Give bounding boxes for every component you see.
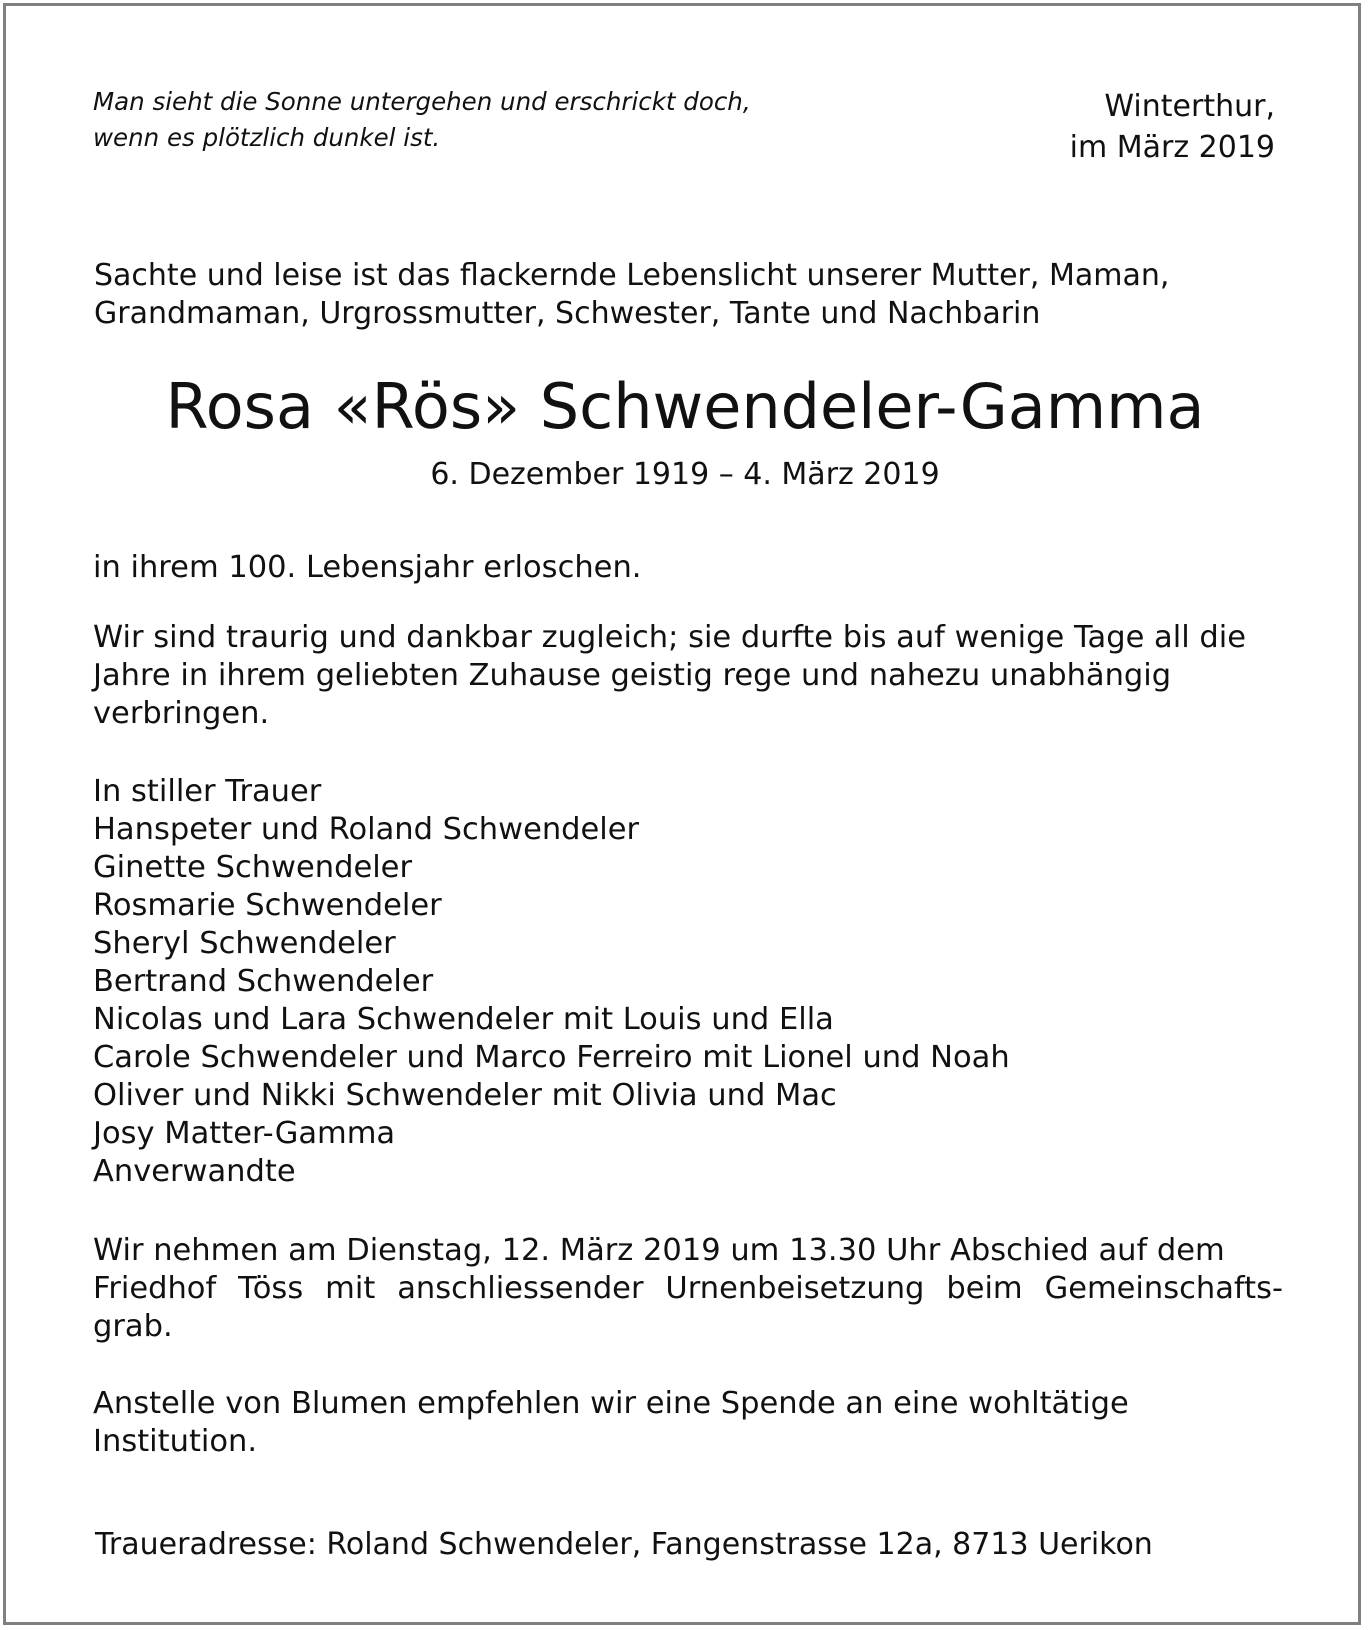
mourner-name: Carole Schwendeler und Marco Ferreiro mit Lionel und Noah (93, 1040, 1010, 1075)
motto-line: wenn es plötzlich dunkel ist. (93, 123, 441, 152)
farewell-word: Urnenbeisetzung (665, 1271, 925, 1306)
farewell-word: beim (946, 1271, 1023, 1306)
paragraph-lifespan: in ihrem 100. Lebensjahr erloschen. (93, 550, 642, 585)
mourner-name: Hanspeter und Roland Schwendeler (93, 812, 640, 847)
farewell-line: grab. (93, 1309, 173, 1344)
mourner-name: Rosmarie Schwendeler (93, 888, 442, 923)
date-line: im März 2019 (1069, 130, 1275, 165)
mourner-name: Josy Matter-Gamma (93, 1116, 396, 1151)
place-date (1070, 86, 1275, 168)
motto-line: Man sieht die Sonne untergehen und erschrickt doch, (93, 87, 751, 116)
place-line: Winterthur, (1104, 89, 1275, 124)
mourner-name: Oliver und Nikki Schwendeler mit Olivia und Mac (93, 1078, 837, 1113)
paragraph-gratitude (93, 619, 1246, 733)
farewell-justified-line (93, 1270, 1283, 1308)
farewell-line: Wir nehmen am Dienstag, 12. März 2019 um 13.30 Uhr Abschied auf dem (93, 1233, 1225, 1268)
donation-line: Institution. (93, 1424, 258, 1459)
mourners-heading: In stiller Trauer (93, 774, 322, 809)
farewell-word: Friedhof (93, 1271, 217, 1306)
mourners-list (93, 773, 1010, 1191)
intro-line: Grandmaman, Urgrossmutter, Schwester, Tante und Nachbarin (94, 296, 1041, 331)
farewell-word: mit (325, 1271, 376, 1306)
life-dates: 6. Dezember 1919 – 4. März 2019 (430, 457, 940, 492)
mourner-name: Ginette Schwendeler (93, 850, 412, 885)
paragraph-line: Wir sind traurig und dankbar zugleich; sie durfte bis auf wenige Tage all die (93, 620, 1246, 655)
donation-line: Anstelle von Blumen empfehlen wir eine Spende an eine wohltätige (93, 1386, 1129, 1421)
farewell-word: Töss (238, 1271, 304, 1306)
paragraph-line: verbringen. (93, 696, 270, 731)
farewell-word: anschliessender (397, 1271, 644, 1306)
mourning-address: Traueradresse: Roland Schwendeler, Fangenstrasse 12a, 8713 Uerikon (95, 1527, 1153, 1562)
farewell-word: Gemeinschafts- (1044, 1271, 1283, 1306)
mourner-name: Bertrand Schwendeler (93, 964, 434, 999)
intro-line: Sachte und leise ist das flackernde Lebenslicht unserer Mutter, Maman, (94, 258, 1170, 293)
mourner-name: Anverwandte (93, 1154, 296, 1189)
deceased-name: Rosa «Rös» Schwendeler-Gamma (165, 370, 1205, 443)
donation-note (93, 1385, 1129, 1461)
intro-text (94, 257, 1169, 333)
paragraph-line: Jahre in ihrem geliebten Zuhause geistig rege und nahezu unabhängig (93, 658, 1172, 693)
mourner-name: Sheryl Schwendeler (93, 926, 396, 961)
mourner-name: Nicolas und Lara Schwendeler mit Louis und Ella (93, 1002, 834, 1037)
motto-quote (93, 84, 751, 156)
